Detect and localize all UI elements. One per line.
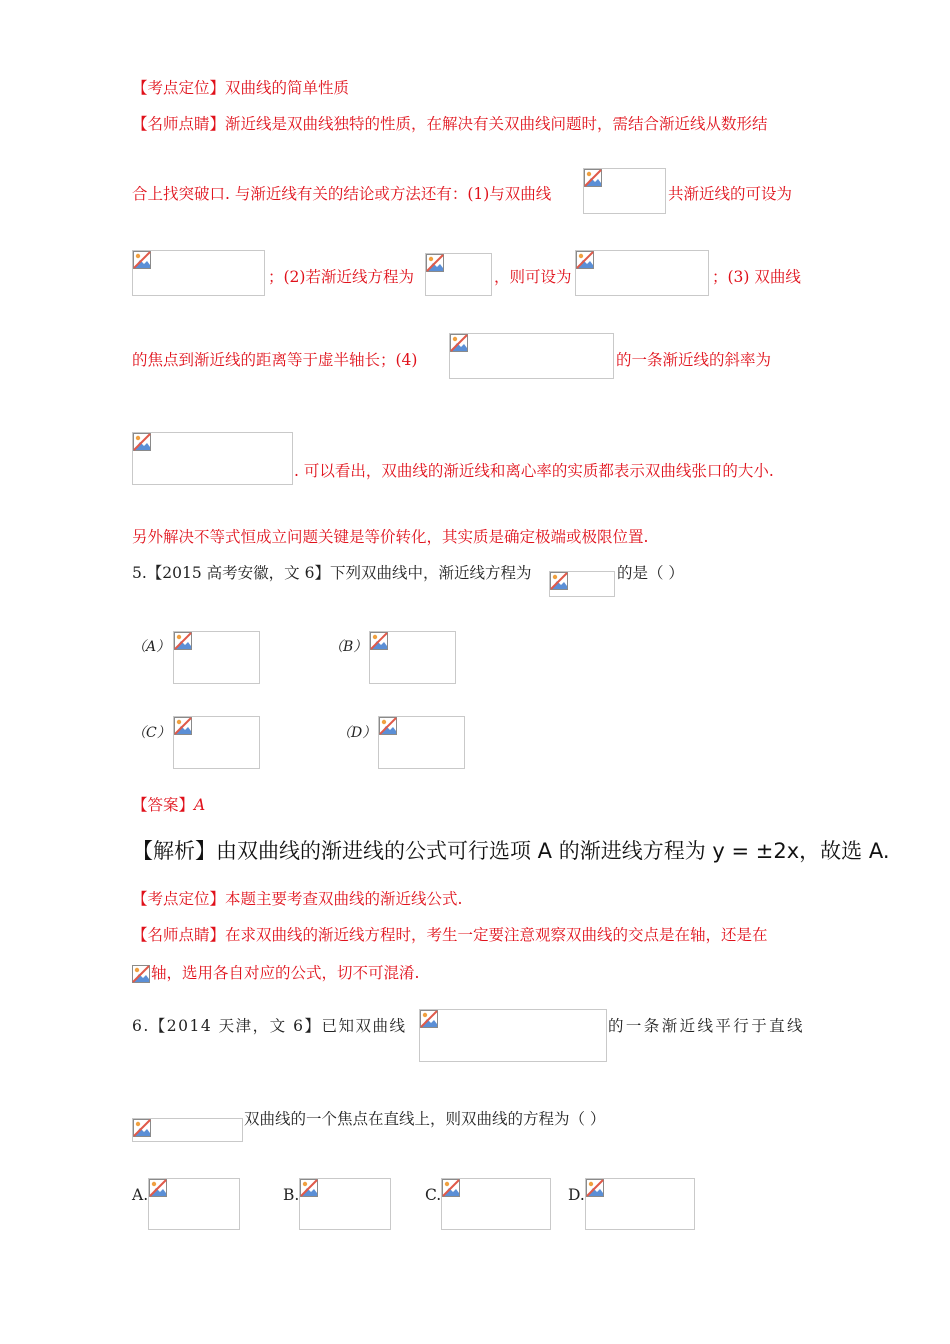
kaodian-text: 本题主要考查双曲线的渐近线公式. <box>225 890 463 908</box>
paragraph-line-3a: ；(2)若渐近线方程为 <box>268 268 414 286</box>
q5-analysis: 【解析】由双曲线的渐进线的公式可行选项 A 的渐进线方程为 y = ±2x，故选 A. <box>132 839 890 863</box>
formula-image <box>449 333 614 379</box>
formula-image <box>132 965 150 983</box>
mingshi-text: 渐近线是双曲线独特的性质，在解决有关双曲线问题时，需结合渐近线从数形结 <box>225 115 768 133</box>
formula-image <box>132 250 265 296</box>
kaodian-text: 双曲线的简单性质 <box>225 79 350 97</box>
q6-option-c-image <box>441 1178 551 1230</box>
q6-stem-2: 的一条渐近线平行于直线 <box>608 1017 805 1035</box>
q5-option-d-label: （D） <box>337 725 377 741</box>
q5-mingshi-line-2: 轴，选用各自对应的公式，切不可混淆. <box>151 964 420 982</box>
mingshi-line-1 <box>132 114 768 134</box>
broken-image-icon <box>450 334 468 352</box>
paragraph-line-3c: ；(3) 双曲线 <box>712 268 801 286</box>
q5-mingshi <box>132 925 768 945</box>
broken-image-icon <box>149 1179 167 1197</box>
mingshi-text: 在求双曲线的渐近线方程时，考生一定要注意观察双曲线的交点是在轴，还是在 <box>225 926 768 944</box>
broken-image-icon <box>133 251 151 269</box>
broken-image-icon <box>133 433 151 451</box>
paragraph-line-2a: 合上找突破口. 与渐近线有关的结论或方法还有：(1)与双曲线 <box>132 185 552 203</box>
q6-option-d-label: D. <box>568 1186 585 1204</box>
paragraph-line-5: . 可以看出，双曲线的渐近线和离心率的实质都表示双曲线张口的大小. <box>294 462 774 480</box>
answer-value: A <box>194 796 206 814</box>
kaodian-tag: 【考点定位】 <box>132 890 226 908</box>
q6-option-b-image <box>299 1178 391 1230</box>
broken-image-icon <box>300 1179 318 1197</box>
q5-option-d-image <box>378 716 465 769</box>
q6-option-d-image <box>585 1178 695 1230</box>
q6-stem: 6.【2014 天津，文 6】已知双曲线 <box>132 1017 407 1035</box>
q5-option-a-image <box>173 631 260 684</box>
broken-image-icon <box>379 717 397 735</box>
q6-option-c-label: C. <box>425 1186 442 1204</box>
formula-image <box>425 253 492 296</box>
q5-option-c-label: （C） <box>132 725 171 741</box>
formula-image <box>132 432 293 485</box>
broken-image-icon <box>174 632 192 650</box>
formula-image <box>575 250 709 296</box>
q5-option-c-image <box>173 716 260 769</box>
broken-image-icon <box>576 251 594 269</box>
q5-kaodian <box>132 889 462 909</box>
q6-stem-3: 双曲线的一个焦点在直线上，则双曲线的方程为（ ） <box>244 1110 606 1128</box>
q5-option-a-label: （A） <box>132 639 171 655</box>
paragraph-line-6: 另外解决不等式恒成立问题关键是等价转化，其实质是确定极端或极限位置. <box>132 528 649 546</box>
formula-image <box>583 168 666 214</box>
mingshi-tag: 【名师点睛】 <box>132 115 226 133</box>
broken-image-icon <box>442 1179 460 1197</box>
mingshi-tag: 【名师点睛】 <box>132 926 226 944</box>
broken-image-icon <box>133 1119 151 1137</box>
formula-image <box>132 1118 243 1142</box>
paragraph-line-2b: 共渐近线的可设为 <box>668 185 793 203</box>
broken-image-icon <box>550 572 568 590</box>
broken-image-icon <box>420 1010 438 1028</box>
q5-stem-end: 的是（ ） <box>617 564 684 582</box>
broken-image-icon <box>174 717 192 735</box>
broken-image-icon <box>426 254 444 272</box>
formula-image <box>549 571 615 597</box>
broken-image-icon <box>132 965 150 983</box>
q6-option-a-image <box>148 1178 240 1230</box>
broken-image-icon <box>586 1179 604 1197</box>
q6-option-b-label: B. <box>283 1186 300 1204</box>
kaodian-line-1 <box>132 78 349 98</box>
broken-image-icon <box>370 632 388 650</box>
paragraph-line-4a: 的焦点到渐近线的距离等于虚半轴长；(4) <box>132 351 418 369</box>
q5-stem: 5.【2015 高考安徽，文 6】下列双曲线中，渐近线方程为 <box>132 564 532 582</box>
answer-tag: 【答案】 <box>132 796 195 814</box>
paragraph-line-4b: 的一条渐近线的斜率为 <box>616 351 772 369</box>
formula-image <box>419 1009 607 1062</box>
paragraph-line-3b: ，则可设为 <box>494 268 572 286</box>
q5-answer <box>132 795 205 815</box>
broken-image-icon <box>584 169 602 187</box>
q6-option-a-label: A. <box>132 1186 149 1204</box>
q5-option-b-label: （B） <box>329 639 368 655</box>
kaodian-tag: 【考点定位】 <box>132 79 226 97</box>
q5-option-b-image <box>369 631 456 684</box>
